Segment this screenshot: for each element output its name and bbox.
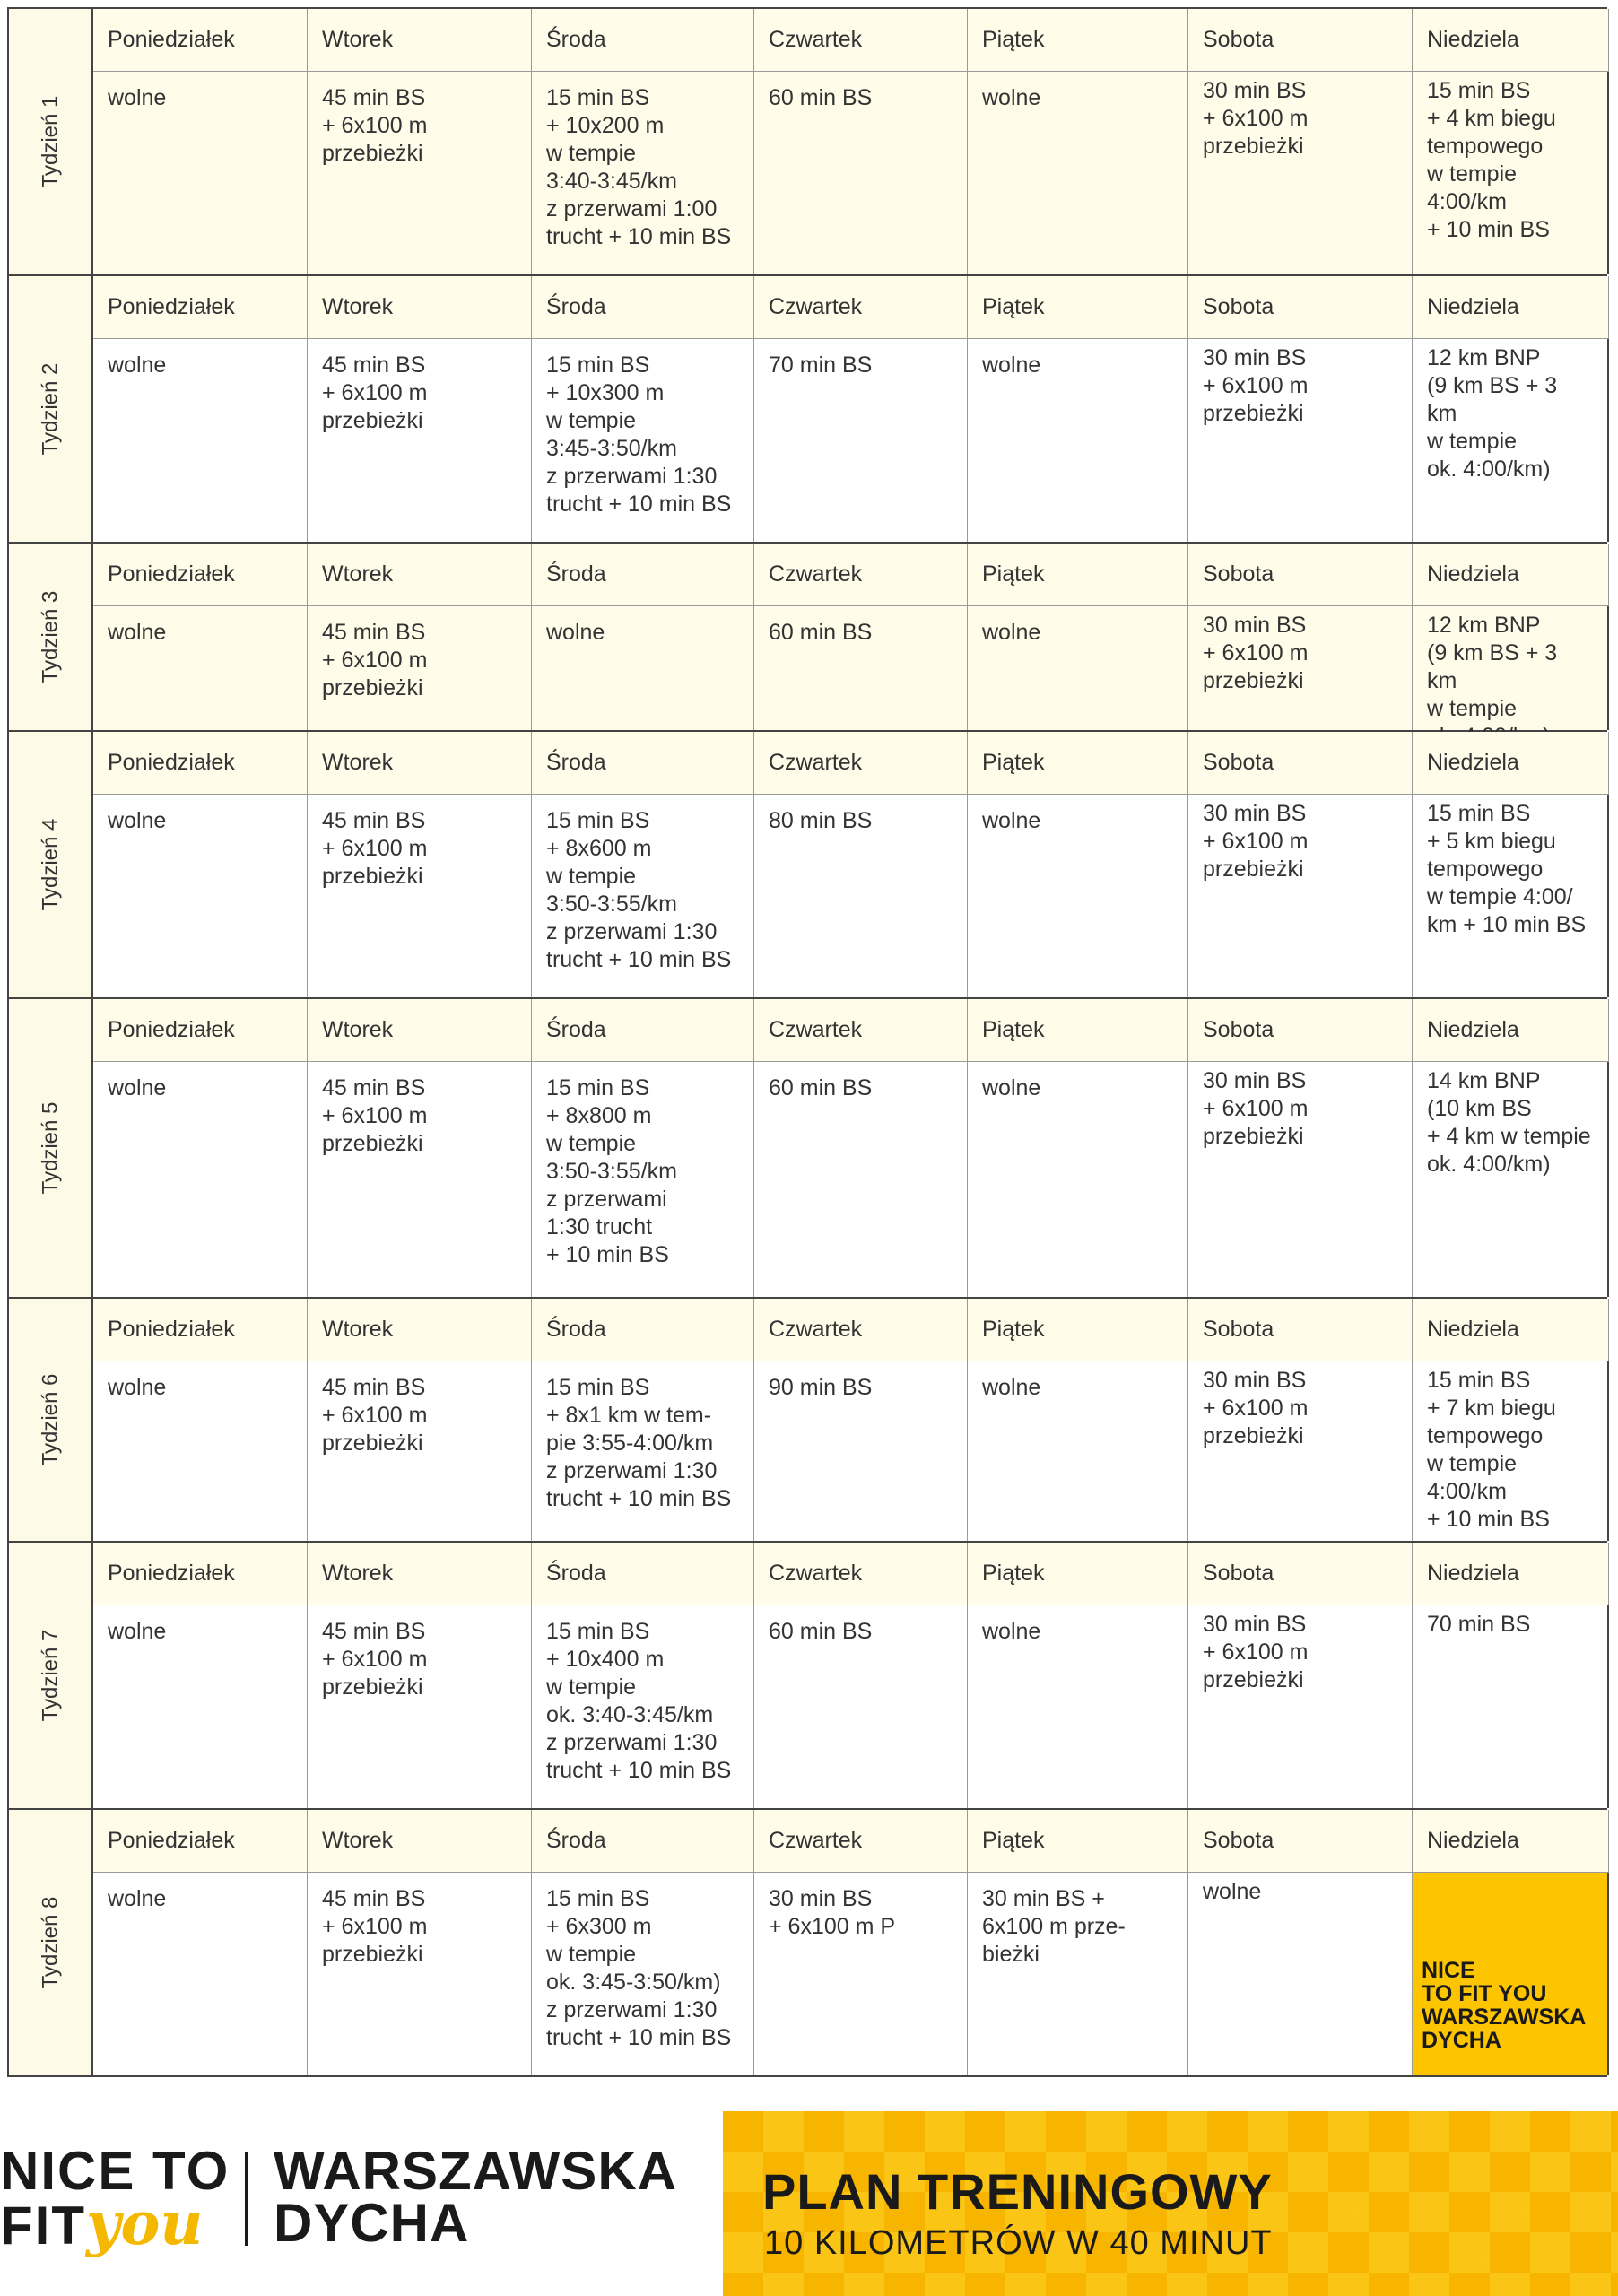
day-header-tuesday: Wtorek (308, 732, 532, 795)
workout-cell-sunday: 14 km BNP (10 km BS + 4 km w tempie ok. 4:00/km) (1413, 1062, 1609, 1297)
day-header-friday: Piątek (968, 9, 1188, 72)
workout-cell-tuesday: 45 min BS + 6x100 m przebieżki (308, 1873, 532, 2075)
day-header-friday: Piątek (968, 1810, 1188, 1873)
week-label-text: Tydzień 4 (38, 818, 63, 911)
day-header-wednesday: Środa (532, 999, 754, 1062)
day-header-saturday: Sobota (1188, 9, 1413, 72)
workout-cell-tuesday: 45 min BS + 6x100 m przebieżki (308, 1062, 532, 1297)
day-header-tuesday: Wtorek (308, 276, 532, 339)
day-header-saturday: Sobota (1188, 1810, 1413, 1873)
workout-cell-thursday: 60 min BS (754, 606, 968, 730)
week-label-text: Tydzień 2 (38, 362, 63, 456)
workout-cell-wednesday: 15 min BS + 10x400 m w tempie ok. 3:40-3:45/km z przerwami 1:30 trucht + 10 min BS (532, 1605, 754, 1808)
day-header-friday: Piątek (968, 999, 1188, 1062)
workout-cell-wednesday: 15 min BS + 10x200 m w tempie 3:40-3:45/km z przerwami 1:00 trucht + 10 min BS (532, 72, 754, 274)
workout-cell-tuesday: 45 min BS + 6x100 m przebieżki (308, 1605, 532, 1808)
workout-cell-tuesday: 45 min BS + 6x100 m przebieżki (308, 795, 532, 997)
nice-to-fit-you-logo (0, 2141, 231, 2258)
day-header-sunday: Niedziela (1413, 1810, 1609, 1873)
workout-cell-friday: 30 min BS + 6x100 m prze- bieżki (968, 1873, 1188, 2075)
day-header-monday: Poniedziałek (93, 9, 308, 72)
day-header-wednesday: Środa (532, 276, 754, 339)
workout-cell-saturday: wolne (1188, 1873, 1413, 2075)
workout-cell-saturday: 30 min BS + 6x100 m przebieżki (1188, 72, 1413, 274)
week-label (9, 1299, 93, 1541)
workout-cell-saturday: 30 min BS + 6x100 m przebieżki (1188, 339, 1413, 542)
day-header-friday: Piątek (968, 732, 1188, 795)
workout-cell-thursday: 30 min BS + 6x100 m P (754, 1873, 968, 2075)
day-header-sunday: Niedziela (1413, 732, 1609, 795)
workout-cell-tuesday: 45 min BS + 6x100 m przebieżki (308, 72, 532, 274)
day-header-thursday: Czwartek (754, 1299, 968, 1361)
day-header-friday: Piątek (968, 1299, 1188, 1361)
day-header-monday: Poniedziałek (93, 1299, 308, 1361)
workout-cell-saturday: 30 min BS + 6x100 m przebieżki (1188, 606, 1413, 730)
day-header-thursday: Czwartek (754, 732, 968, 795)
workout-cell-saturday: 30 min BS + 6x100 m przebieżki (1188, 795, 1413, 997)
workout-cell-saturday: 30 min BS + 6x100 m przebieżki (1188, 1361, 1413, 1541)
week-block (7, 1541, 1607, 1808)
workout-cell-saturday: 30 min BS + 6x100 m przebieżki (1188, 1605, 1413, 1808)
week-label (9, 732, 93, 997)
week-label-text: Tydzień 5 (38, 1101, 63, 1195)
workout-cell-tuesday: 45 min BS + 6x100 m przebieżki (308, 606, 532, 730)
day-header-saturday: Sobota (1188, 1543, 1413, 1605)
banner-subtitle: 10 KILOMETRÓW W 40 MINUT (764, 2224, 1273, 2262)
day-header-saturday: Sobota (1188, 276, 1413, 339)
day-header-wednesday: Środa (532, 732, 754, 795)
workout-cell-friday: wolne (968, 1605, 1188, 1808)
week-block (7, 997, 1607, 1297)
day-header-monday: Poniedziałek (93, 544, 308, 606)
workout-cell-friday: wolne (968, 795, 1188, 997)
day-header-saturday: Sobota (1188, 1299, 1413, 1361)
workout-cell-thursday: 70 min BS (754, 339, 968, 542)
footer-logo (0, 2141, 682, 2262)
plan-banner (723, 2111, 1618, 2296)
workout-cell-thursday: 60 min BS (754, 72, 968, 274)
workout-cell-wednesday: 15 min BS + 10x300 m w tempie 3:45-3:50/km z przerwami 1:30 trucht + 10 min BS (532, 339, 754, 542)
workout-cell-sunday: 15 min BS + 5 km biegu tempowego w tempie 4:00/ km + 10 min BS (1413, 795, 1609, 997)
week-label (9, 9, 93, 274)
logo-line-1: NICE TO (0, 2141, 231, 2201)
day-header-thursday: Czwartek (754, 1543, 968, 1605)
week-block (7, 542, 1607, 730)
week-label-text: Tydzień 6 (38, 1373, 63, 1466)
workout-cell-saturday: 30 min BS + 6x100 m przebieżki (1188, 1062, 1413, 1297)
banner-title: PLAN TRENINGOWY (762, 2163, 1273, 2220)
day-header-saturday: Sobota (1188, 999, 1413, 1062)
workout-cell-monday: wolne (93, 72, 308, 274)
week-label (9, 1810, 93, 2075)
workout-cell-monday: wolne (93, 1062, 308, 1297)
day-header-tuesday: Wtorek (308, 999, 532, 1062)
day-header-tuesday: Wtorek (308, 1299, 532, 1361)
training-plan-table (7, 7, 1607, 2077)
day-header-thursday: Czwartek (754, 544, 968, 606)
day-header-wednesday: Środa (532, 1543, 754, 1605)
week-block (7, 7, 1607, 274)
day-header-sunday: Niedziela (1413, 276, 1609, 339)
workout-cell-wednesday: 15 min BS + 6x300 m w tempie ok. 3:45-3:50/km) z przerwami 1:30 trucht + 10 min BS (532, 1873, 754, 2075)
day-header-thursday: Czwartek (754, 9, 968, 72)
workout-cell-thursday: 60 min BS (754, 1605, 968, 1808)
logo-line-2 (0, 2188, 230, 2258)
workout-cell-monday: wolne (93, 1873, 308, 2075)
logo-fit: FIT (0, 2196, 86, 2256)
day-header-friday: Piątek (968, 276, 1188, 339)
workout-cell-sunday: 12 km BNP (9 km BS + 3 km w tempie ok. 4:00/km) (1413, 339, 1609, 542)
week-label-text: Tydzień 7 (38, 1629, 63, 1722)
day-header-monday: Poniedziałek (93, 1810, 308, 1873)
workout-cell-wednesday: wolne (532, 606, 754, 730)
day-header-saturday: Sobota (1188, 732, 1413, 795)
workout-cell-friday: wolne (968, 1062, 1188, 1297)
brand-cell: NICE TO FIT YOU WARSZAWSKA DYCHA (1413, 1873, 1609, 2075)
workout-cell-friday: wolne (968, 1361, 1188, 1541)
day-header-monday: Poniedziałek (93, 1543, 308, 1605)
workout-cell-wednesday: 15 min BS + 8x1 km w tem- pie 3:55-4:00/km z przerwami 1:30 trucht + 10 min BS (532, 1361, 754, 1541)
day-header-saturday: Sobota (1188, 544, 1413, 606)
day-header-wednesday: Środa (532, 1299, 754, 1361)
workout-cell-thursday: 90 min BS (754, 1361, 968, 1541)
week-block (7, 274, 1607, 542)
logo-right-line-2: DYCHA (274, 2193, 470, 2253)
week-block (7, 1808, 1607, 2077)
workout-cell-sunday: 15 min BS + 4 km biegu tempowego w tempie 4:00/km + 10 min BS (1413, 72, 1609, 274)
day-header-sunday: Niedziela (1413, 999, 1609, 1062)
week-label-text: Tydzień 8 (38, 1896, 63, 1989)
day-header-monday: Poniedziałek (93, 732, 308, 795)
day-header-tuesday: Wtorek (308, 544, 532, 606)
workout-cell-wednesday: 15 min BS + 8x800 m w tempie 3:50-3:55/km z przerwami 1:30 trucht + 10 min BS (532, 1062, 754, 1297)
workout-cell-friday: wolne (968, 339, 1188, 542)
week-label-text: Tydzień 1 (38, 95, 63, 188)
workout-cell-sunday: 12 km BNP (9 km BS + 3 km w tempie (1413, 606, 1609, 730)
day-header-friday: Piątek (968, 1543, 1188, 1605)
day-header-wednesday: Środa (532, 1810, 754, 1873)
workout-cell-monday: wolne (93, 795, 308, 997)
workout-cell-thursday: 80 min BS (754, 795, 968, 997)
workout-cell-wednesday: 15 min BS + 8x600 m w tempie 3:50-3:55/km z przerwami 1:30 trucht + 10 min BS (532, 795, 754, 997)
day-header-thursday: Czwartek (754, 1810, 968, 1873)
workout-cell-friday: wolne (968, 606, 1188, 730)
workout-cell-sunday: 70 min BS (1413, 1605, 1609, 1808)
day-header-sunday: Niedziela (1413, 9, 1609, 72)
logo-you: you (85, 2188, 204, 2258)
day-header-thursday: Czwartek (754, 276, 968, 339)
day-header-tuesday: Wtorek (308, 1543, 532, 1605)
day-header-sunday: Niedziela (1413, 1543, 1609, 1605)
week-label-text: Tydzień 3 (38, 590, 63, 683)
day-header-tuesday: Wtorek (308, 9, 532, 72)
day-header-wednesday: Środa (532, 544, 754, 606)
workout-cell-monday: wolne (93, 1361, 308, 1541)
logo-right-line-1: WARSZAWSKA (274, 2141, 677, 2201)
week-block (7, 1297, 1607, 1541)
logo-divider (245, 2152, 248, 2246)
workout-cell-tuesday: 45 min BS + 6x100 m przebieżki (308, 339, 532, 542)
week-label (9, 544, 93, 730)
day-header-monday: Poniedziałek (93, 276, 308, 339)
workout-cell-sunday: 15 min BS + 7 km biegu tempowego w tempie 4:00/km + 10 min BS (1413, 1361, 1609, 1541)
day-header-thursday: Czwartek (754, 999, 968, 1062)
day-header-sunday: Niedziela (1413, 544, 1609, 606)
workout-cell-thursday: 60 min BS (754, 1062, 968, 1297)
day-header-wednesday: Środa (532, 9, 754, 72)
warszawska-dycha-logo (274, 2141, 677, 2253)
week-label (9, 276, 93, 542)
day-header-friday: Piątek (968, 544, 1188, 606)
day-header-tuesday: Wtorek (308, 1810, 532, 1873)
week-label (9, 999, 93, 1297)
workout-cell-monday: wolne (93, 339, 308, 542)
week-block (7, 730, 1607, 997)
workout-cell-friday: wolne (968, 72, 1188, 274)
workout-cell-monday: wolne (93, 1605, 308, 1808)
workout-cell-monday: wolne (93, 606, 308, 730)
workout-cell-tuesday: 45 min BS + 6x100 m przebieżki (308, 1361, 532, 1541)
week-label (9, 1543, 93, 1808)
day-header-monday: Poniedziałek (93, 999, 308, 1062)
day-header-sunday: Niedziela (1413, 1299, 1609, 1361)
